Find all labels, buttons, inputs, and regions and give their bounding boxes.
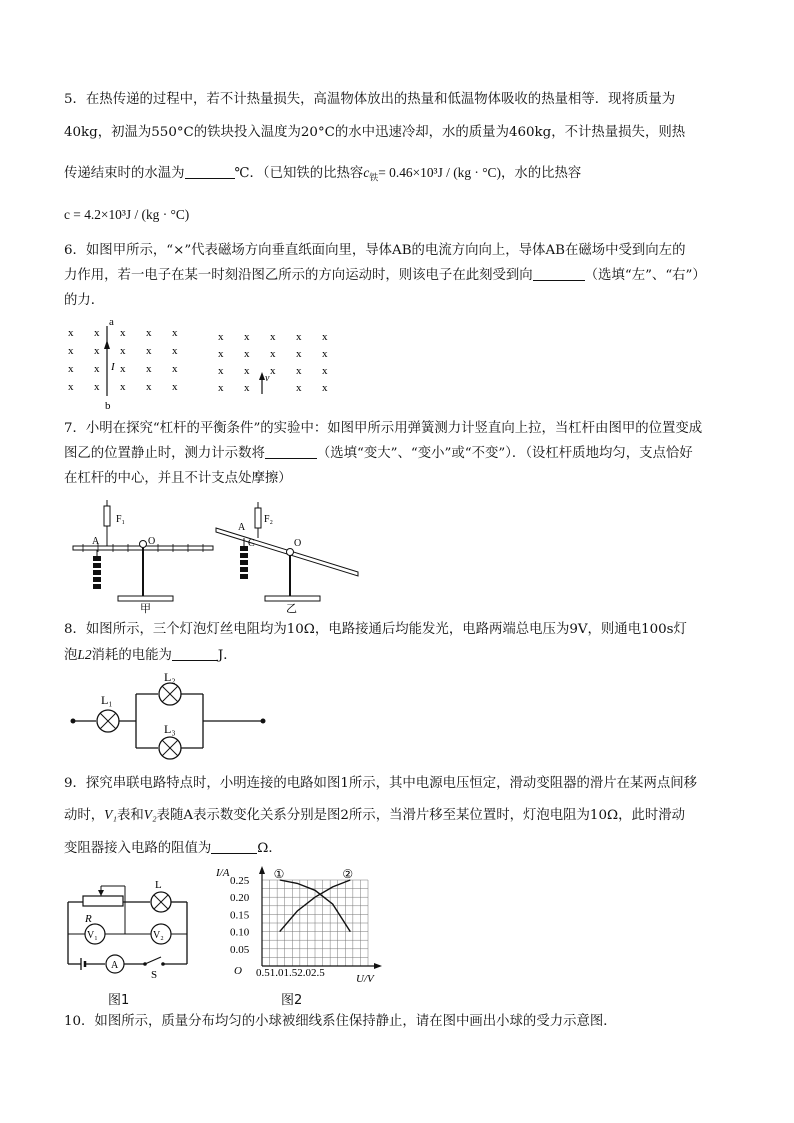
label-b: b (105, 400, 111, 412)
label-f2: F₂ (264, 514, 274, 525)
q9-line2-c: 表随A表示数变化关系分别是图2所示，当滑片移至某位置时，灯泡电阻为10Ω，此时滑动 (156, 808, 686, 823)
y-tick-label: 0.10 (230, 926, 250, 939)
label-r: R (85, 913, 92, 925)
series-label-2: ② (342, 867, 354, 881)
q7-figure-lever (68, 500, 368, 615)
voltmeter-v1-icon (85, 924, 105, 944)
y-tick-label: 0.05 (230, 943, 250, 956)
label-v1: V₁ (87, 930, 98, 941)
cross-mark: x (270, 348, 276, 360)
cross-mark: x (94, 327, 100, 339)
q9-line3-a: 变阻器接入电路的阻值为 (64, 841, 212, 856)
cross-mark: x (146, 363, 152, 375)
label-o-pivot-2: O (294, 538, 302, 549)
field-crosses-b (218, 331, 328, 394)
q7-line1: 7．小明在探究“杠杆的平衡条件”的实验中：如图甲所示用弹簧测力计竖直向上拉，当杠杆由图甲的位置变成 (64, 421, 703, 436)
q6-line1: 6．如图甲所示，“×”代表磁场方向垂直纸面向里，导体AB的电流方向向上，导体AB在磁场中受到向左的 (64, 243, 686, 258)
x-axis-label: U/V (356, 973, 374, 985)
q8-answer-blank[interactable] (172, 648, 218, 661)
q9-line3-b: Ω． (257, 841, 282, 856)
label-l1: L₁ (101, 693, 113, 707)
label-a: a (109, 316, 114, 328)
y-tick-label: 0.25 (230, 875, 250, 887)
q8-circuit (68, 670, 288, 766)
q9-fig2-chart (216, 866, 396, 986)
label-l: L (155, 879, 162, 891)
q9-fig1-circuit (65, 872, 195, 981)
q6-answer-blank[interactable] (533, 268, 585, 281)
q5-line1: 5．在热传递的过程中，若不计热量损失，高温物体放出的热量和低温物体吸收的热量相等．现将质量为 (64, 92, 676, 107)
y-tick-label: 0.15 (230, 909, 250, 922)
cross-mark: x (322, 365, 328, 377)
label-i: I (111, 361, 115, 373)
c-iron-symbol: c (363, 165, 370, 180)
cross-mark: x (244, 331, 250, 343)
cross-mark: x (322, 331, 328, 343)
label-ammeter: A (111, 960, 119, 971)
q5-line3-b: ℃．（已知铁的比热容 (234, 166, 364, 181)
label-a-point: A (92, 536, 100, 547)
cross-mark: x (172, 363, 178, 375)
cross-mark: x (146, 345, 152, 357)
current-arrow-icon (104, 340, 110, 349)
cross-mark: x (296, 365, 302, 377)
c-iron-sub: 铁 (369, 173, 379, 184)
cross-mark: x (146, 381, 152, 393)
q9-v2: V₂ (143, 807, 157, 822)
cross-mark: x (218, 382, 224, 394)
c-water-formula: c = 4.2×10³J / (kg · °C) (64, 207, 190, 222)
lever-a (73, 500, 213, 615)
voltmeter-v2-icon (151, 924, 171, 944)
q10-line1: 10．如图所示，质量分布均匀的小球被细线系住保持静止，请在图中画出小球的受力示意图． (64, 1014, 617, 1029)
cross-mark: x (120, 345, 126, 357)
q7-answer-blank[interactable] (265, 446, 317, 459)
ammeter-a-icon (106, 955, 124, 973)
label-f1: F₁ (116, 514, 126, 525)
q5-line3-a: 传递结束时的水温为 (64, 166, 185, 181)
label-a-point-2: A (238, 522, 246, 533)
cross-mark: x (270, 365, 276, 377)
q6-line2 (64, 268, 734, 284)
q8-line2-b: 消耗的电能为 (91, 648, 172, 663)
y-axis-label: I/A (216, 867, 230, 879)
label-l3: L₃ (164, 722, 176, 736)
q9-line2-a: 动时， (64, 808, 105, 823)
cross-mark: x (244, 365, 250, 377)
cross-mark: x (120, 327, 126, 339)
q5-line3 (64, 165, 734, 187)
q6-figure-field (60, 316, 390, 412)
cross-mark: x (244, 382, 250, 394)
label-v2: V₂ (153, 930, 164, 941)
q8-line2-a: 泡 (64, 648, 78, 663)
q6-line3: 的力． (64, 293, 105, 308)
cross-mark: x (296, 348, 302, 360)
c-iron-value: = 0.46×10³J / (kg · °C) (378, 165, 501, 180)
cross-mark: x (270, 331, 276, 343)
cross-mark: x (296, 331, 302, 343)
cross-mark: x (94, 363, 100, 375)
q6-line2-a: 力作用，若一电子在某一时刻沿图乙所示的方向运动时，则该电子在此刻受到向 (64, 268, 533, 283)
bulb-l1-icon (97, 710, 119, 732)
cross-mark: x (218, 331, 224, 343)
q8-line2 (64, 647, 734, 664)
q5-line2: 40kg，初温为550°C的铁块投入温度为20°C的水中迅速冷却，水的质量为460kg，不计热量损失，则热 (64, 125, 686, 140)
cross-mark: x (68, 363, 74, 375)
q8-line1: 8．如图所示，三个灯泡灯丝电阻均为10Ω，电路接通后均能发光，电路两端总电压为9V，则通电100s灯 (64, 622, 687, 637)
q5-answer-blank[interactable] (185, 166, 235, 179)
caption-yi: 乙 (286, 603, 297, 615)
q6-line2-b: （选填“左”、“右”） (584, 268, 706, 283)
y-axis-arrow-icon (259, 866, 265, 874)
label-l2: L₂ (164, 670, 176, 684)
x-tick-labels: 0.51.01.52.02.5 (256, 967, 325, 979)
q7-line2-a: 图乙的位置静止时，测力计示数将 (64, 446, 265, 461)
cross-mark: x (218, 348, 224, 360)
bulb-l2-icon (159, 683, 181, 705)
q9-line2-b: 表和 (117, 808, 144, 823)
label-s: S (151, 969, 158, 981)
rheostat-r (83, 896, 123, 906)
cross-mark: x (94, 381, 100, 393)
cross-mark: x (322, 348, 328, 360)
caption-fig2: 图2 (281, 993, 303, 1008)
series-label-1: ① (273, 867, 285, 881)
q9-v1: V₁ (104, 807, 118, 822)
cross-mark: x (120, 363, 126, 375)
y-tick-label: 0.20 (230, 892, 250, 905)
bulb-l3-icon (159, 737, 181, 759)
q9-line1: 9．探究串联电路特点时，小明连接的电路如图1所示，其中电源电压恒定，滑动变阻器的滑片在某两点间移 (64, 776, 698, 791)
cross-mark: x (68, 381, 74, 393)
cross-mark: x (120, 381, 126, 393)
caption-jia: 甲 (140, 603, 151, 615)
cross-mark: x (94, 345, 100, 357)
switch-s-icon (145, 957, 161, 964)
q7-line3: 在杠杆的中心，并且不计支点处摩擦） (64, 471, 292, 486)
cross-mark: x (322, 382, 328, 394)
cross-mark: x (296, 382, 302, 394)
q9-answer-blank[interactable] (211, 841, 257, 854)
q7-line2-b: （选填“变大”、“变小”或“不变”）．（设杠杆质地均匀，支点恰好 (316, 446, 693, 461)
q8-l2: L2 (77, 647, 92, 662)
cross-mark: x (68, 327, 74, 339)
lever-b (216, 502, 358, 615)
q8-line2-c: J． (217, 648, 237, 663)
field-crosses-a (68, 327, 178, 393)
q9-line3 (64, 841, 734, 857)
cross-mark: x (218, 365, 224, 377)
q7-line2 (64, 446, 734, 462)
cross-mark: x (146, 327, 152, 339)
cross-mark: x (68, 345, 74, 357)
q5-line3-c: ，水的比热容 (500, 166, 582, 181)
caption-fig1: 图1 (108, 993, 130, 1008)
cross-mark: x (172, 345, 178, 357)
chart-grid (262, 880, 368, 966)
cross-mark: x (244, 348, 250, 360)
cross-mark: x (172, 327, 178, 339)
label-v: v (265, 373, 270, 384)
cross-mark: x (172, 381, 178, 393)
label-c-point: C (248, 538, 255, 549)
x-axis-arrow-icon (374, 963, 382, 969)
origin-label: O (234, 965, 242, 977)
bulb-l-icon (151, 892, 171, 912)
label-o-pivot: O (148, 536, 156, 547)
q9-line2 (64, 807, 734, 824)
